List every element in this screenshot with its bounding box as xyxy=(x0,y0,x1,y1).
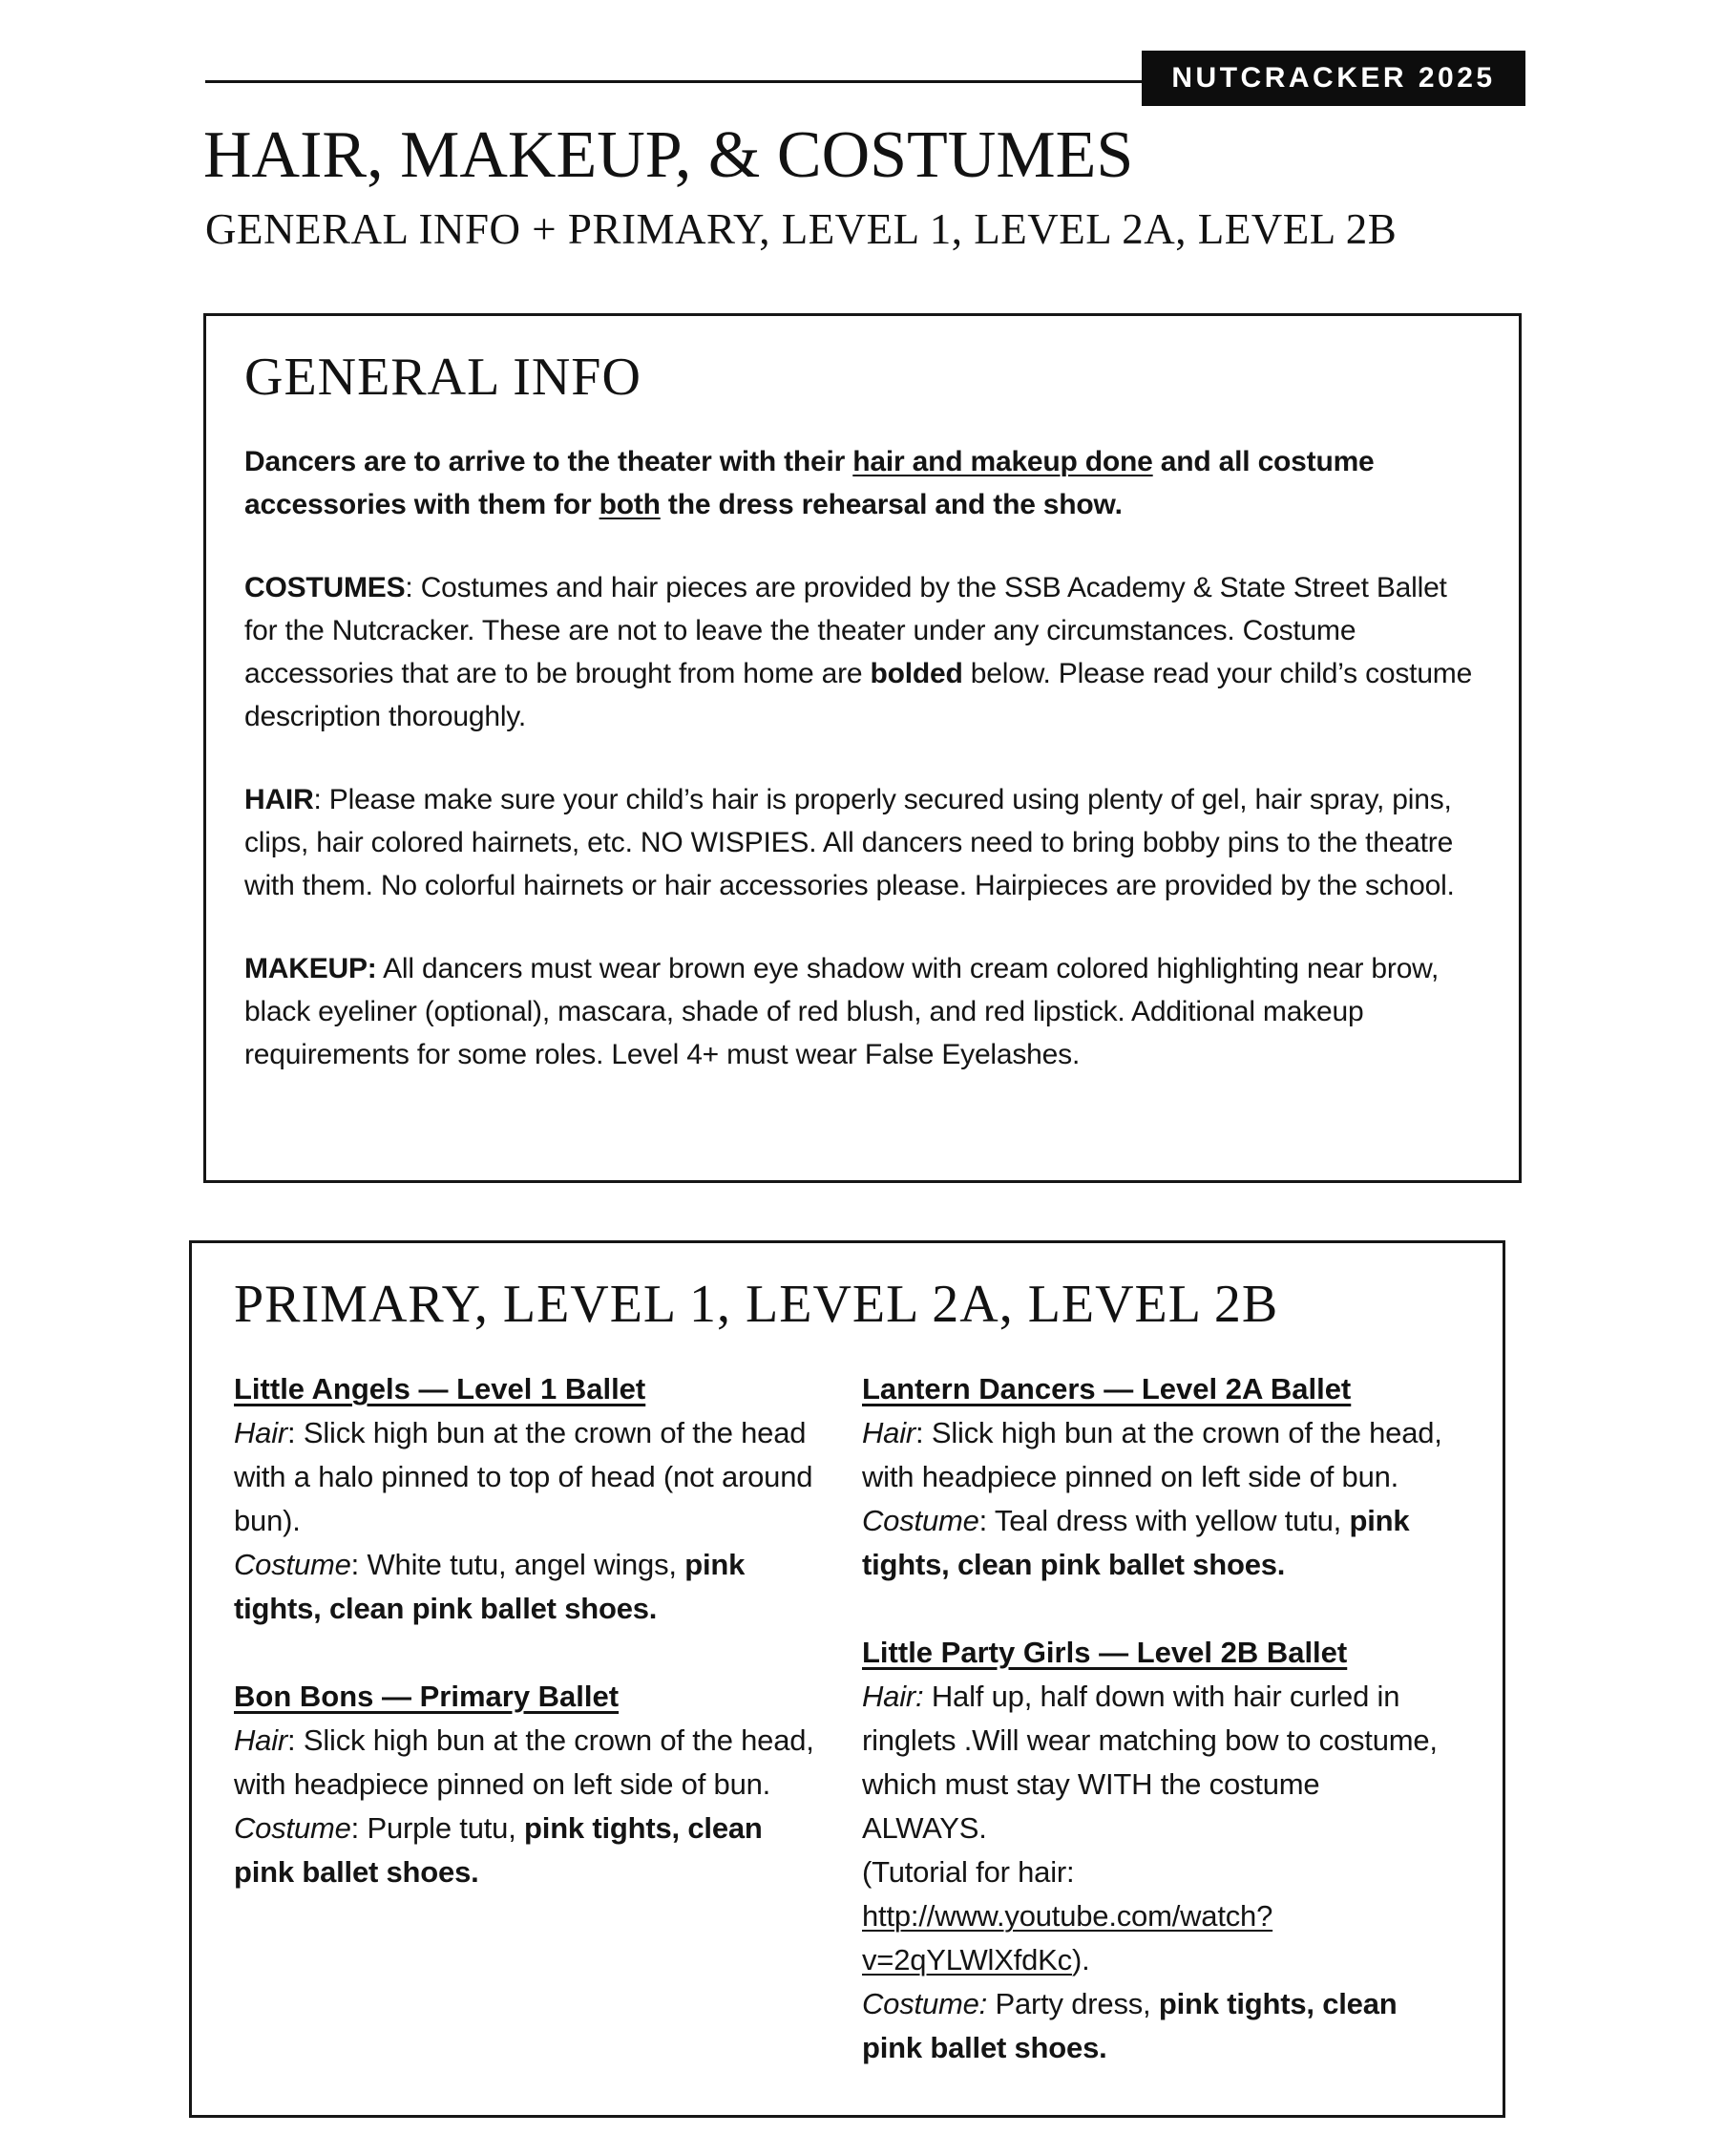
role-body-lantern-dancers: Hair: Slick high bun at the crown of the head, with headpiece pinned on left side of bun. Costume: Teal dress with yellow tutu, pink tights, clean pink ballet shoes. xyxy=(862,1416,1442,1581)
event-badge xyxy=(1142,51,1525,106)
general-info-heading: GENERAL INFO xyxy=(244,348,641,407)
role-item-lantern-dancers xyxy=(862,1367,1444,1587)
hair-tutorial-link[interactable]: http://www.youtube.com/watch?v=2qYLWlXfdKc xyxy=(862,1899,1273,1976)
role-body-bon-bons: Hair: Slick high bun at the crown of the head, with headpiece pinned on left side of bun. Costume: Purple tutu, pink tights, clean pink ballet shoes. xyxy=(234,1723,814,1889)
role-item-little-angels xyxy=(234,1367,816,1631)
header-rule xyxy=(205,80,1144,83)
role-body-little-party-girls: Hair: Half up, half down with hair curled in ringlets .Will wear matching bow to costume, which must stay WITH the costume ALWAYS. (Tutorial for hair: http://www.youtube.com/watch?v=2qYLWlXfdKc). Costume: Party dress, pink tights, clean pink ballet shoes. xyxy=(862,1680,1438,2064)
role-heading-bon-bons: Bon Bons — Primary Ballet xyxy=(234,1680,620,1713)
levels-heading: PRIMARY, LEVEL 1, LEVEL 2A, LEVEL 2B xyxy=(234,1275,1279,1334)
levels-columns xyxy=(234,1367,1461,2070)
levels-box xyxy=(189,1240,1505,2118)
costumes-paragraph: COSTUMES: Costumes and hair pieces are provided by the SSB Academy & State Street Ballet for the Nutcracker. These are not to leave the theater under any circumstances. Costume accessories that are to be brought from home are bolded below. Please read your child’s costume description thoroughly. xyxy=(244,572,1473,732)
event-badge-label: NUTCRACKER 2025 xyxy=(1171,62,1496,94)
page-title: HAIR, MAKEUP, & COSTUMES xyxy=(203,118,1134,192)
general-info-box xyxy=(203,313,1522,1183)
makeup-paragraph: MAKEUP: All dancers must wear brown eye shadow with cream colored highlighting near brow, black eyeliner (optional), mascara, shade of red blush, and red lipstick. Additional makeup requirements for some roles. Level 4+ must wear False Eyelashes. xyxy=(244,953,1440,1070)
role-heading-little-angels: Little Angels — Level 1 Ballet xyxy=(234,1372,646,1406)
levels-column-right xyxy=(862,1367,1444,2070)
levels-column-left xyxy=(234,1367,816,2070)
hair-paragraph: HAIR: Please make sure your child’s hair is properly secured using plenty of gel, hair spray, pins, clips, hair colored hairnets, etc. NO WISPIES. All dancers need to bring bobby pins to the theatre with them. No colorful hairnets or hair accessories please. Hairpieces are provided by the school. xyxy=(244,784,1455,901)
page-subtitle: GENERAL INFO + PRIMARY, LEVEL 1, LEVEL 2A, LEVEL 2B xyxy=(205,205,1398,253)
arrival-instructions-paragraph: Dancers are to arrive to the theater with their hair and makeup done and all costume accessories with them for both the dress rehearsal and the show. xyxy=(244,446,1375,520)
role-heading-lantern-dancers: Lantern Dancers — Level 2A Ballet xyxy=(862,1372,1352,1406)
role-item-bon-bons xyxy=(234,1675,816,1894)
role-item-little-party-girls xyxy=(862,1631,1444,2070)
role-heading-little-party-girls: Little Party Girls — Level 2B Ballet xyxy=(862,1636,1348,1669)
role-body-little-angels: Hair: Slick high bun at the crown of the head with a halo pinned to top of head (not around bun). Costume: White tutu, angel wings, pink tights, clean pink ballet shoes. xyxy=(234,1416,813,1625)
